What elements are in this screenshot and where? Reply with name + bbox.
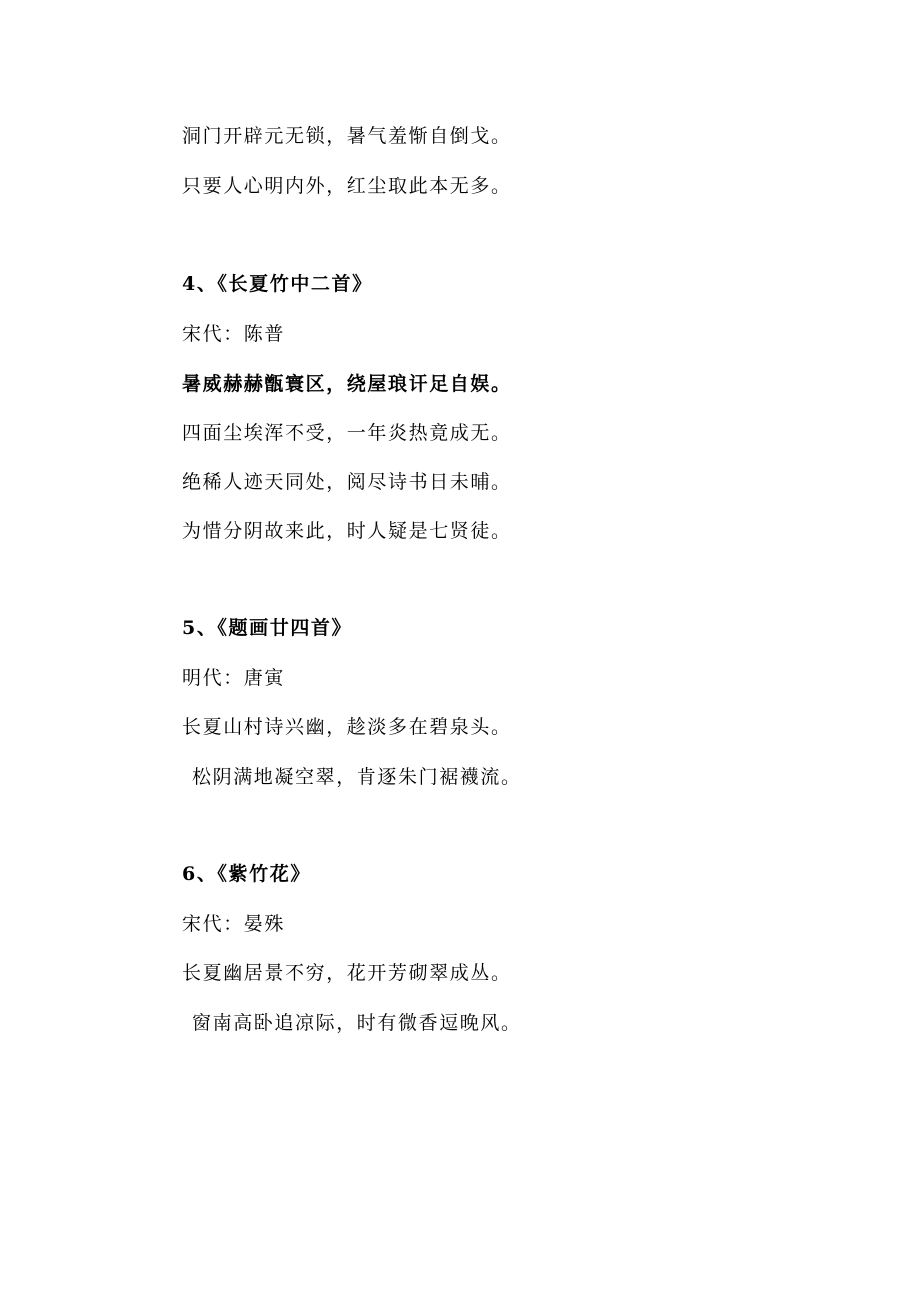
poem-author: 宋代：晏殊 <box>182 913 286 935</box>
poem-line: 窗南高卧追凉际，时有微香逗晚风。 <box>192 1012 522 1034</box>
poem-line: 绝稀人迹天同处，阅尽诗书日未晡。 <box>182 471 512 493</box>
poem-line: 只要人心明内外，红尘取此本无多。 <box>182 175 512 197</box>
poem-line: 松阴满地凝空翠，肯逐朱门裾襪流。 <box>192 766 522 788</box>
poem-line: 洞门开辟元无锁，暑气羞惭自倒戈。 <box>182 125 512 147</box>
poem-author: 明代：唐寅 <box>182 667 286 689</box>
poem-title: 6、《紫竹花》 <box>182 863 311 885</box>
poem-line: 长夏山村诗兴幽，趁淡多在碧泉头。 <box>182 716 512 738</box>
poem-author: 宋代：陈普 <box>182 323 286 345</box>
poem-line: 四面尘埃浑不受，一年炎热竟成无。 <box>182 422 512 444</box>
poem-title: 4、《长夏竹中二首》 <box>182 273 373 295</box>
poem-line: 长夏幽居景不穷，花开芳砌翠成丛。 <box>182 962 512 984</box>
poem-title: 5、《题画廿四首》 <box>182 617 353 639</box>
poem-line: 暑威赫赫甑寰区，绕屋琅讦足自娱。 <box>182 373 512 395</box>
poem-line: 为惜分阴故来此，时人疑是七贤徒。 <box>182 520 512 542</box>
